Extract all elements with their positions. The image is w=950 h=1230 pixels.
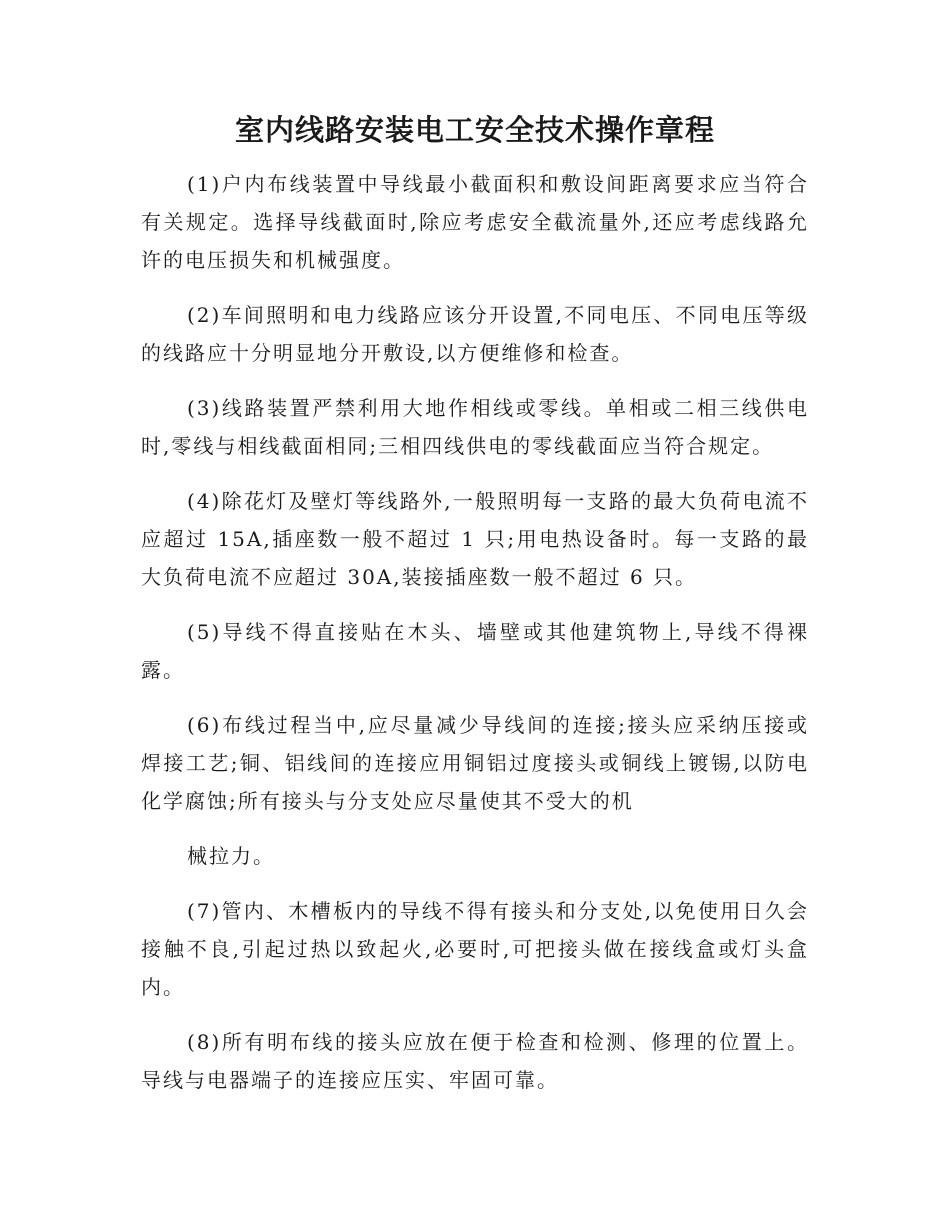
paragraph-2: (2)车间照明和电力线路应该分开设置,不同电压、不同电压等级的线路应十分明显地分开敷设,以方便维修和检查。 <box>141 303 809 365</box>
paragraph-5: (5)导线不得直接贴在木头、墙壁或其他建筑物上,导线不得裸露。 <box>141 620 809 682</box>
paragraph-4: (4)除花灯及壁灯等线路外,一般照明每一支路的最大负荷电流不应超过 15A,插座数一般不超过 1 只;用电热设备时。每一支路的最大负荷电流不应超过 30A,装接插座数一般不超过 6 只。 <box>141 489 809 589</box>
paragraph-3: (3)线路装置严禁利用大地作相线或零线。单相或二相三线供电时,零线与相线截面相同;三相四线供电的零线截面应当符合规定。 <box>141 396 809 458</box>
paragraph-6-continued: 械拉力。 <box>187 844 275 868</box>
paragraph-6: (6)布线过程当中,应尽量减少导线间的连接;接头应采纳压接或焊接工艺;铜、铝线间的连接应用铜铝过度接头或铜线上镀锡,以防电化学腐蚀;所有接头与分支处应尽量使其不受大的机 <box>141 713 809 813</box>
paragraph-1: (1)户内布线装置中导线最小截面积和敷设间距离要求应当符合有关规定。选择导线截面时,除应考虑安全截流量外,还应考虑线路允许的电压损失和机械强度。 <box>141 172 809 272</box>
document-body <box>141 165 809 1116</box>
document-title: 室内线路安装电工安全技术操作章程 <box>234 113 715 147</box>
paragraph-8: (8)所有明布线的接头应放在便于检查和检测、修理的位置上。导线与电器端子的连接应压实、牢固可靠。 <box>141 1030 809 1092</box>
paragraph-7: (7)管内、木槽板内的导线不得有接头和分支处,以免使用日久会接触不良,引起过热以致起火,必要时,可把接头做在接线盒或灯头盒内。 <box>141 899 809 999</box>
